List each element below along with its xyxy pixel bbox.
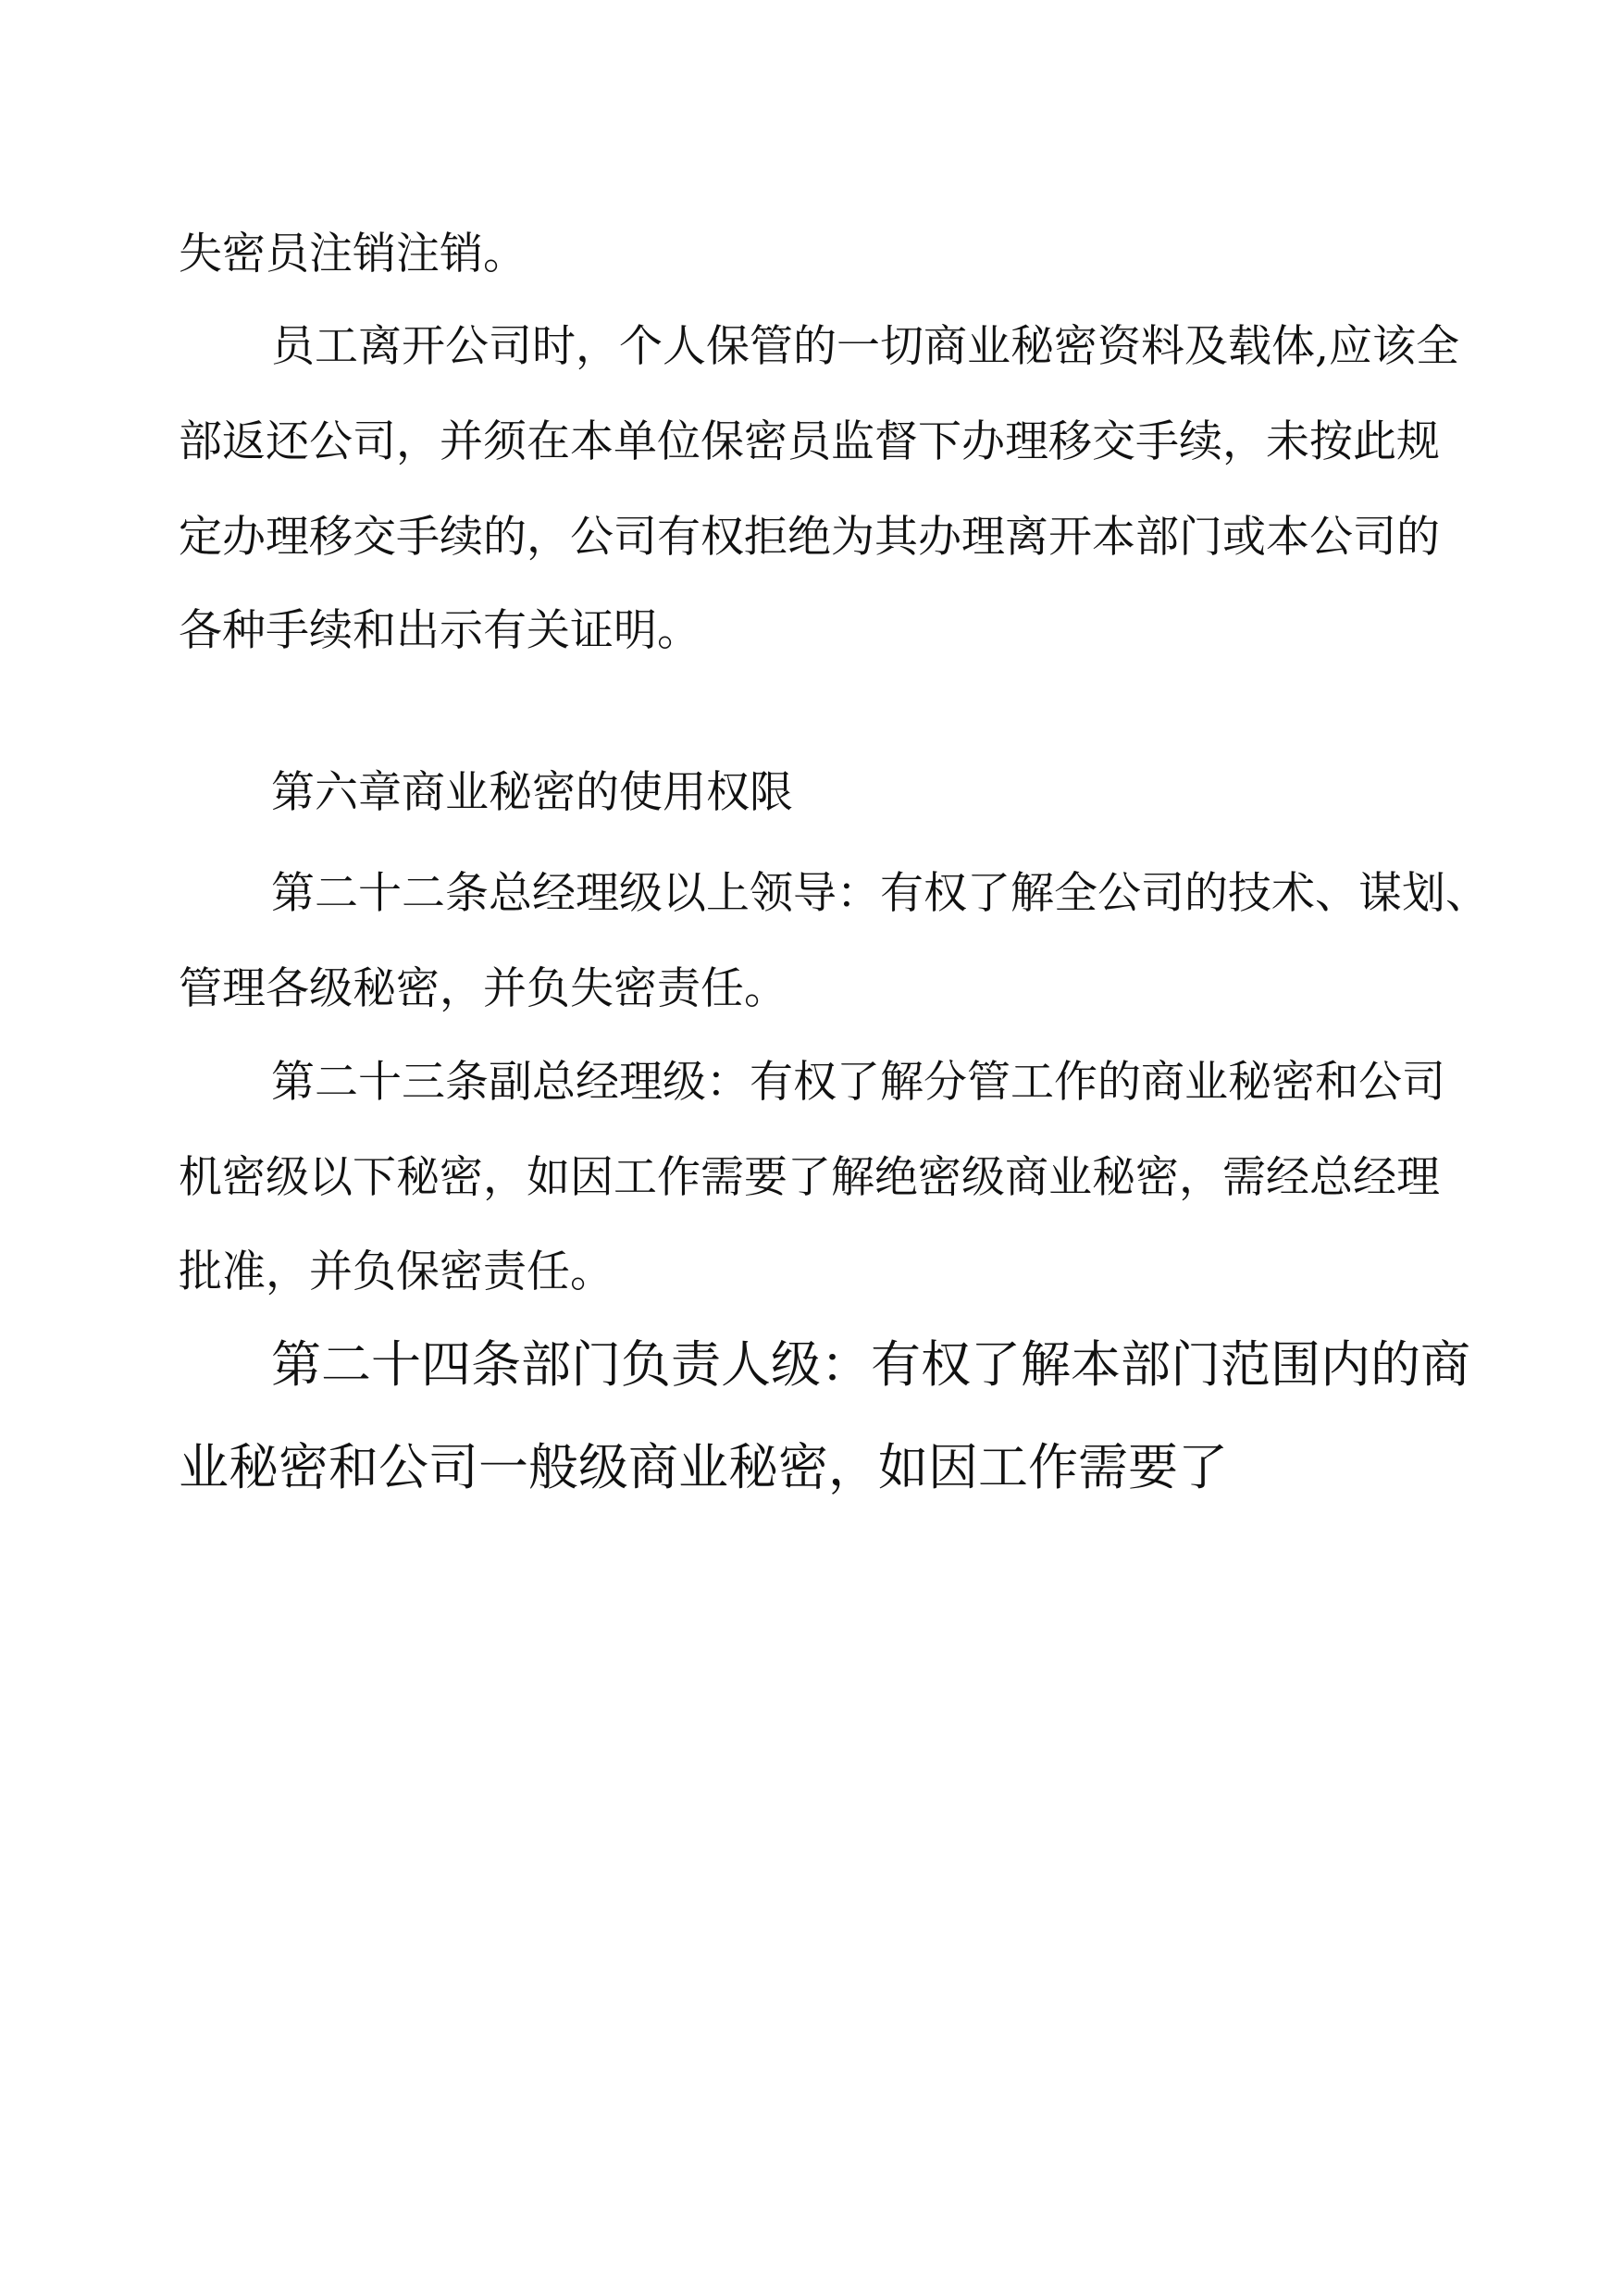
article-first-line: 第二十二条总经理级以上领导：有权了解全公司的技术、谋划、	[271, 868, 1489, 919]
body-text-line: 机密级以下秘密，如因工作需要了解绝密级商业秘密，需经总经理	[179, 1152, 1440, 1203]
body-text-line: 业秘密和公司一般级商业秘密，如因工作需要了	[179, 1438, 1228, 1496]
body-text-line: 批准，并负保密责任。	[179, 1247, 614, 1297]
article-first-line: 第二十四条部门负责人级：有权了解本部门范围内的商	[271, 1335, 1470, 1394]
article-first-line: 第二十三条副总经理级：有权了解分管工作的商业秘密和公司	[271, 1057, 1445, 1108]
body-text-line: 各种手续和出示有关证明。	[179, 605, 700, 656]
paragraph-first-line: 员工离开公司时，个人保管的一切商业秘密资料及载体,应该全	[271, 321, 1459, 372]
body-text-line: 管理各级秘密，并负失密责任。	[179, 963, 787, 1014]
chapter-heading: 第六章商业秘密的使用权限	[271, 767, 793, 818]
body-text-line: 部返还公司，并须在本单位保密员监督下办理移交手续，未按此规	[179, 416, 1440, 467]
body-text-line: 失密员注销注销。	[179, 229, 527, 279]
body-text-line: 定办理移交手续的，公司有权拒绝为其办理离开本部门或本公司的	[179, 512, 1440, 563]
